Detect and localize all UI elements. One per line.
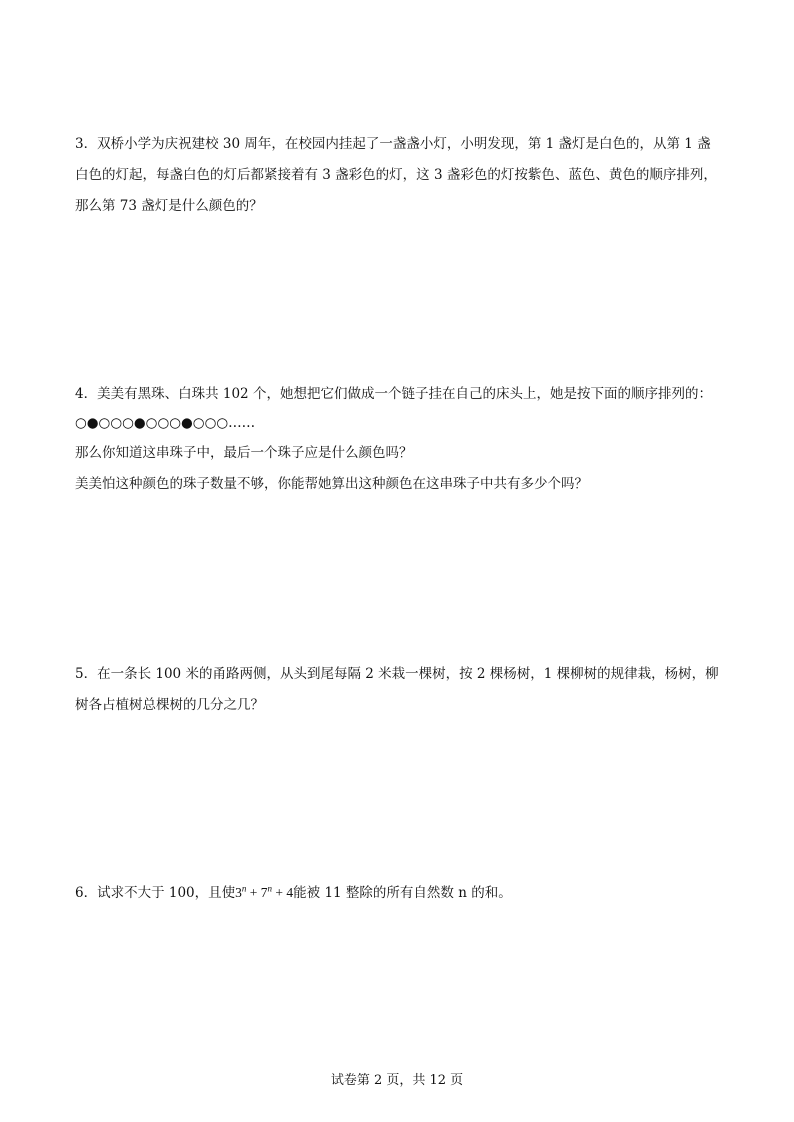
question-4-line-3: 那么你知道这串珠子中，最后一个珠子应是什么颜色吗？ bbox=[75, 445, 413, 461]
question-4-line-1: 4．美美有黑珠、白珠共 102 个，她想把它们做成一个链子挂在自己的床头上，她是按下面的顺序排列的： bbox=[75, 386, 712, 402]
question-4-line-4: 美美怕这种颜色的珠子数量不够，你能帮她算出这种颜色在这串珠子中共有多少个吗？ bbox=[75, 476, 588, 492]
page-footer: 试卷第 2 页，共 12 页 bbox=[330, 1073, 464, 1088]
question-6-suffix: 能被 11 整除的所有自然数 n 的和。 bbox=[293, 885, 512, 901]
question-3-line-1: 3．双桥小学为庆祝建校 30 周年，在校园内挂起了一盏盏小灯，小明发现，第 1 盏灯是白色的，从第 1 盏 bbox=[75, 136, 711, 152]
question-4-bead-pattern: ○●○○○●○○○●○○○…… bbox=[75, 415, 256, 431]
expr-plus-7: + 7 bbox=[246, 885, 268, 900]
question-6-prefix: 6．试求不大于 100，且使 bbox=[75, 885, 236, 901]
expr-exponent-2: n bbox=[267, 883, 273, 894]
question-5-line-2: 树各占植树总棵树的几分之几？ bbox=[75, 697, 264, 713]
expr-plus-4: + 4 bbox=[272, 885, 294, 900]
question-3-line-2: 白色的灯起，每盏白色的灯后都紧接着有 3 盏彩色的灯，这 3 盏彩色的灯按紫色、蓝色、黄色的顺序排列， bbox=[75, 167, 717, 183]
question-5-line-1: 5．在一条长 100 米的甬路两侧，从头到尾每隔 2 米栽一棵树，按 2 棵杨树，1 棵柳树的规律栽，杨树，柳 bbox=[75, 666, 719, 682]
question-6-line-1 bbox=[75, 883, 734, 903]
question-6-expression bbox=[235, 885, 293, 900]
expr-base-3: 3 bbox=[235, 885, 242, 900]
expr-exponent-1: n bbox=[241, 883, 247, 894]
question-3-line-3: 那么第 73 盏灯是什么颜色的？ bbox=[75, 198, 263, 214]
